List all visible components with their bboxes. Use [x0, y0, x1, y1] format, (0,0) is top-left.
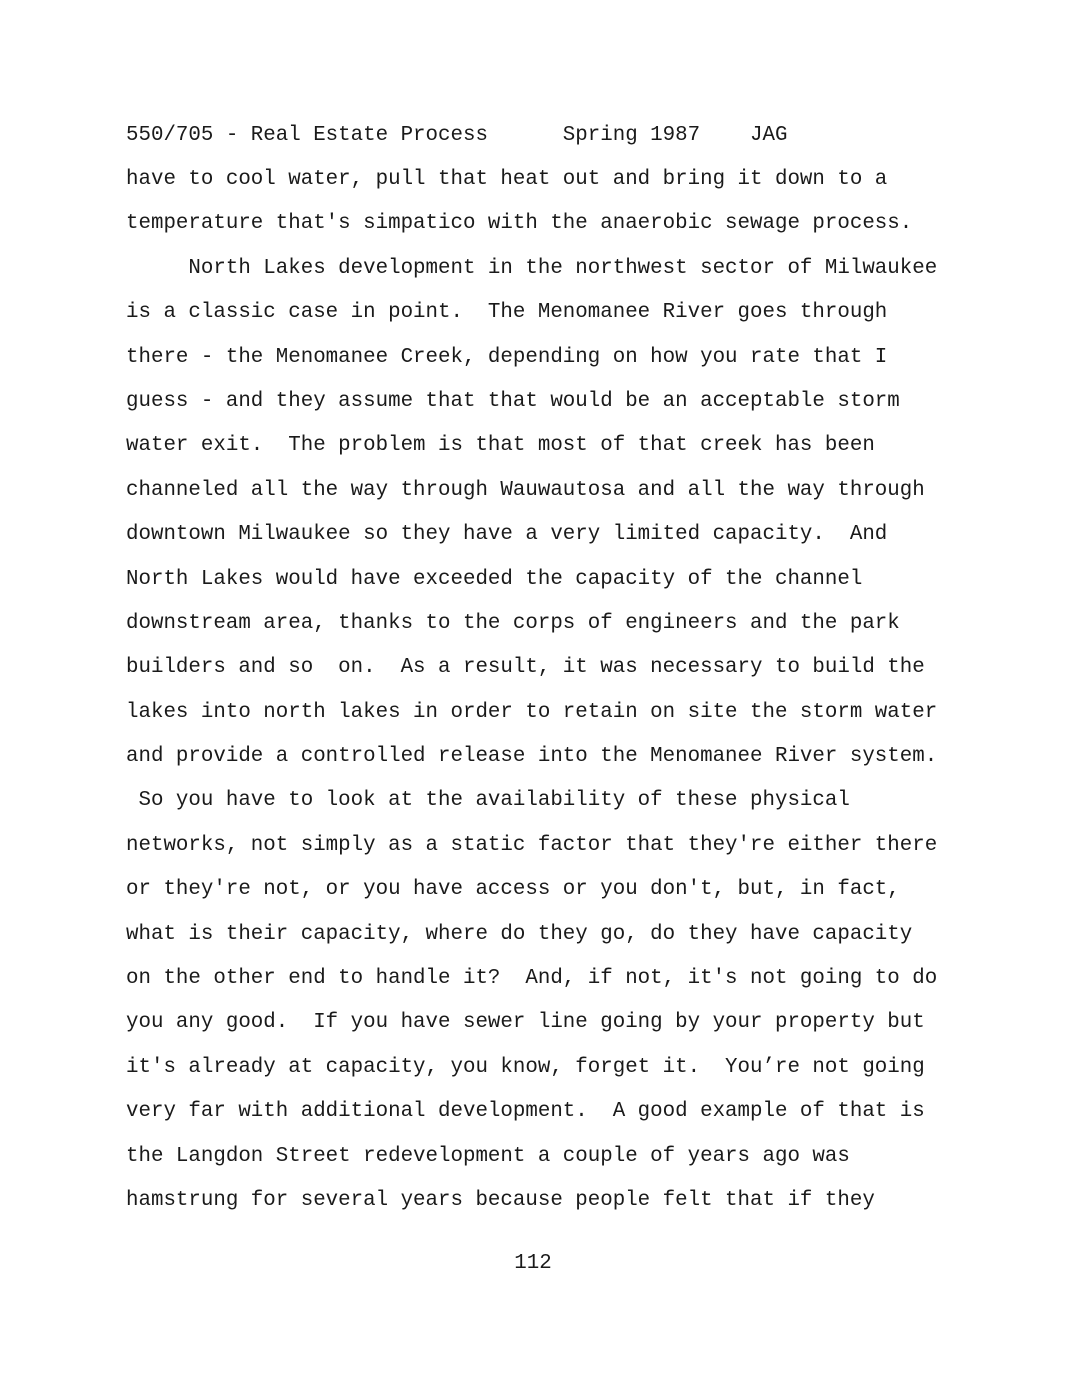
text-line: very far with additional development. A good example of that is: [126, 1100, 925, 1124]
page-header: 550/705 - Real Estate Process Spring 1987 JAG: [126, 124, 788, 147]
text-line: So you have to look at the availability of these physical: [126, 789, 850, 813]
text-line: downstream area, thanks to the corps of engineers and the park: [126, 611, 900, 635]
text-line: water exit. The problem is that most of that creek has been: [126, 434, 875, 458]
text-line: it's already at capacity, you know, forget it. You’re not going: [126, 1055, 925, 1079]
text-line: you any good. If you have sewer line going by your property but: [126, 1011, 925, 1035]
text-line: temperature that's simpatico with the anaerobic sewage process.: [126, 212, 913, 236]
text-line: hamstrung for several years because people felt that if they: [126, 1188, 875, 1212]
text-line: builders and so on. As a result, it was necessary to build the: [126, 656, 925, 680]
text-line: and provide a controlled release into the Menomanee River system.: [126, 745, 938, 769]
text-line: networks, not simply as a static factor that they're either there: [126, 833, 938, 857]
text-line: guess - and they assume that that would be an acceptable storm: [126, 389, 900, 413]
text-line: lakes into north lakes in order to retain on site the storm water: [126, 700, 938, 724]
text-line: channeled all the way through Wauwautosa and all the way through: [126, 478, 925, 502]
text-line: North Lakes development in the northwest sector of Milwaukee: [126, 256, 938, 280]
text-line: on the other end to handle it? And, if not, it's not going to do: [126, 967, 938, 991]
text-line: downtown Milwaukee so they have a very limited capacity. And: [126, 523, 888, 547]
text-line: there - the Menomanee Creek, depending on how you rate that I: [126, 345, 888, 369]
body-text: [126, 168, 1026, 1233]
text-line: or they're not, or you have access or you don't, but, in fact,: [126, 878, 900, 902]
page-number: 112: [514, 1252, 552, 1275]
text-line: what is their capacity, where do they go, do they have capacity: [126, 922, 913, 946]
text-line: is a classic case in point. The Menomanee River goes through: [126, 301, 888, 325]
text-line: North Lakes would have exceeded the capacity of the channel: [126, 567, 863, 591]
text-line: have to cool water, pull that heat out and bring it down to a: [126, 168, 888, 191]
text-line: the Langdon Street redevelopment a couple of years ago was: [126, 1144, 850, 1168]
